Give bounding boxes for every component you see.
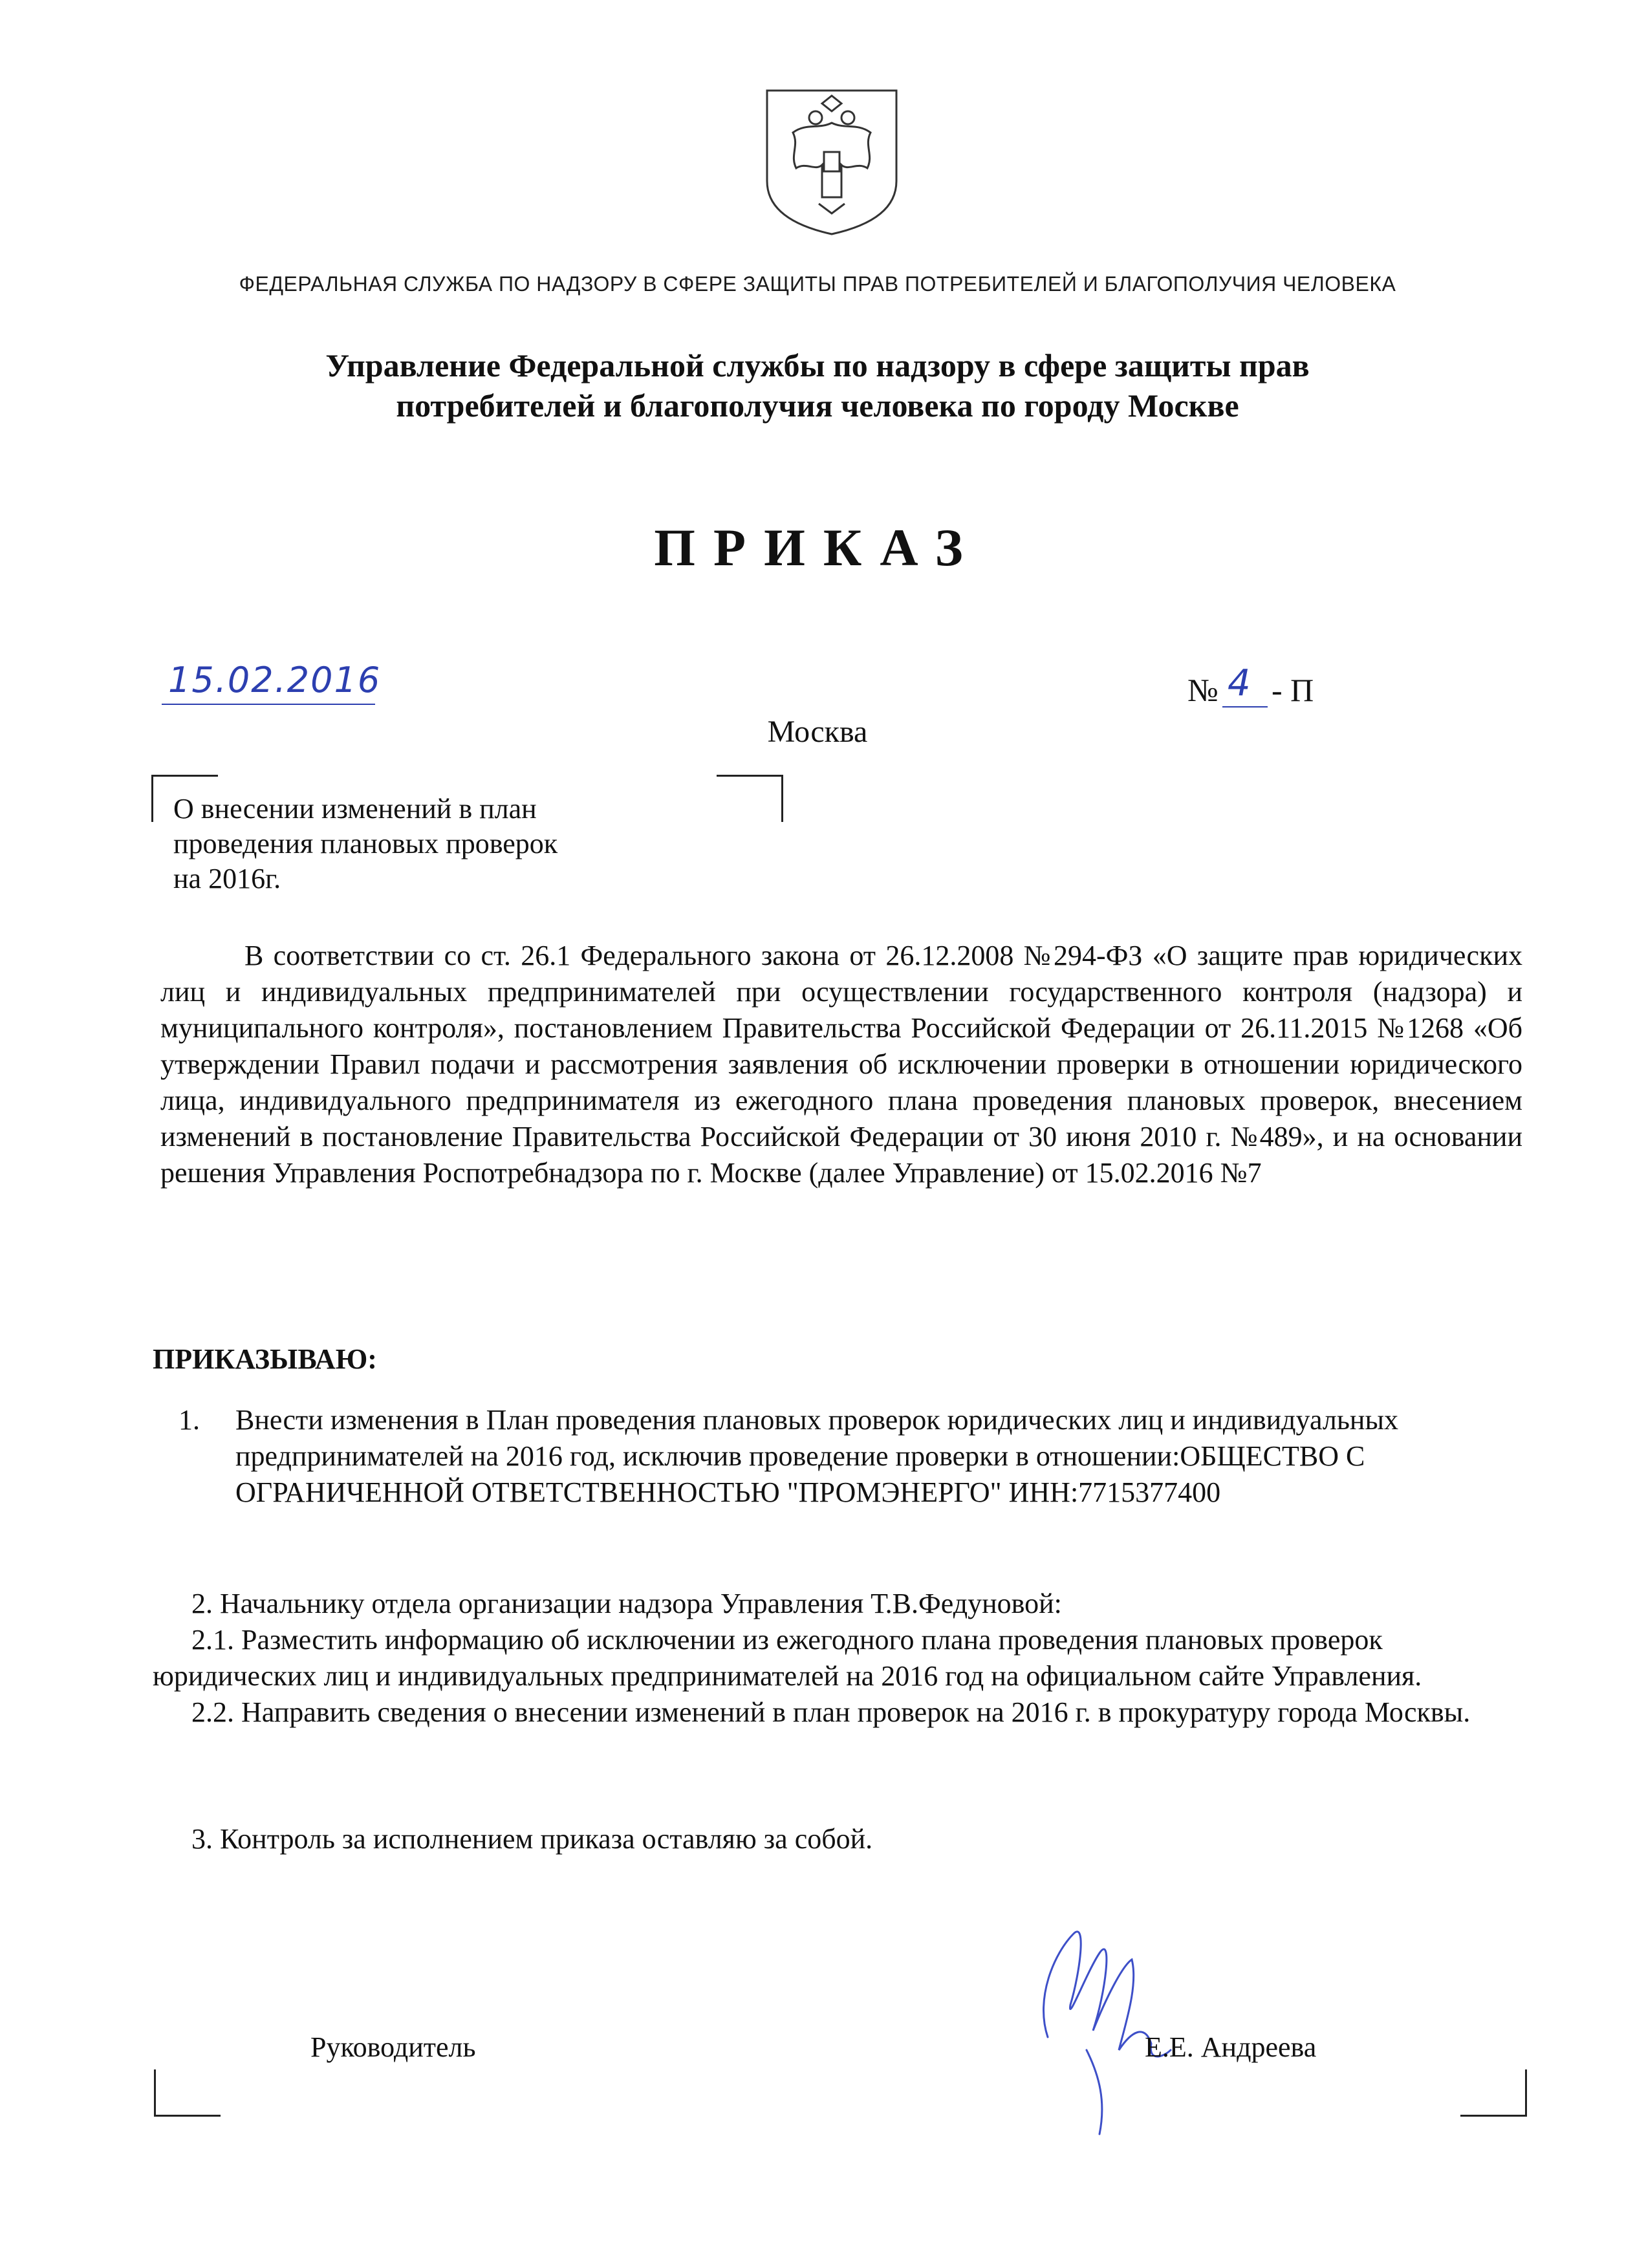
number-suffix: - П [1272,672,1314,708]
state-emblem-icon [761,84,903,239]
city: Москва [767,715,868,749]
item-2-2-text: 2.2. Направить сведения о внесении изменений в план проверок на 2016 г. в прокуратуру города Москвы. [191,1696,1471,1728]
date-underline [162,704,375,705]
order-subject: О внесении изменений в план проведения плановых проверок на 2016г. [173,793,558,894]
footer-bracket-left [154,2069,221,2117]
item-number: 1. [179,1404,200,1436]
number-label: № [1187,672,1218,708]
agency-name: ФЕДЕРАЛЬНАЯ СЛУЖБА ПО НАДЗОРУ В СФЕРЕ ЗАЩИТЫ ПРАВ ПОТРЕБИТЕЛЕЙ И БЛАГОПОЛУЧИЯ ЧЕЛОВЕКА [239,272,1396,296]
department-name: Управление Федеральной службы по надзору в сфере защиты прав потребителей и благополучия человека по городу Москве [325,347,1310,424]
number-underline [1222,706,1268,707]
item-2-1-text: 2.1. Разместить информацию об исключении из ежегодного плана проведения плановых проверок юридических лиц и индивидуальных предпринимателей на 2016 год на официальном сайте Управления. [153,1624,1422,1692]
decree-heading: ПРИКАЗЫВАЮ: [153,1343,377,1375]
document-title: ПРИКАЗ [654,518,981,577]
footer-bracket-right [1460,2069,1527,2117]
order-item-1 [179,1402,1472,1511]
item-2-text: 2. Начальнику отдела организации надзора Управления Т.В.Федуновой: [191,1588,1062,1619]
preamble: В соответствии со ст. 26.1 Федерального закона от 26.12.2008 №294-ФЗ «О защите прав юридических лиц и индивидуальных предпринимателей при осуществлении государственного контроля (надзора) и муниципального контроля», постановлением Правительства Российской Федерации от 26.11.2015 №1268 «Об утверждении Правил подачи и рассмотрения заявления об исключении проверки в отношении юридического лица, индивидуального предпринимателя из ежегодного плана проведения плановых проверок, внесением изменений в постановление Правительства Российской Федерации от 30 июня 2010 г. №489», и на основании решения Управления Роспотребнадзора по г. Москве (далее Управление) от 15.02.2016 №7 [160,940,1522,1189]
signer-role: Руководитель [310,2031,476,2063]
handwritten-signature-icon [1009,1895,1203,2154]
order-item-3: 3. Контроль за исполнением приказа оставляю за собой. [191,1823,873,1855]
order-item-2 [153,1586,1524,1731]
subject-bracket-right [717,775,783,822]
order-date: 15.02.2016 [168,660,382,700]
signer-name: Е.Е. Андреева [1145,2031,1317,2063]
item-text: Внести изменения в План проведения плановых проверок юридических лиц и индивидуальных предпринимателей на 2016 год, исключив проведение проверки в отношении:ОБЩЕСТВО С ОГРАНИЧЕННОЙ ОТВЕТСТВЕННОСТЬЮ "ПРОМЭНЕРГО" ИНН:7715377400 [235,1404,1399,1508]
order-number: 4 [1228,662,1251,704]
